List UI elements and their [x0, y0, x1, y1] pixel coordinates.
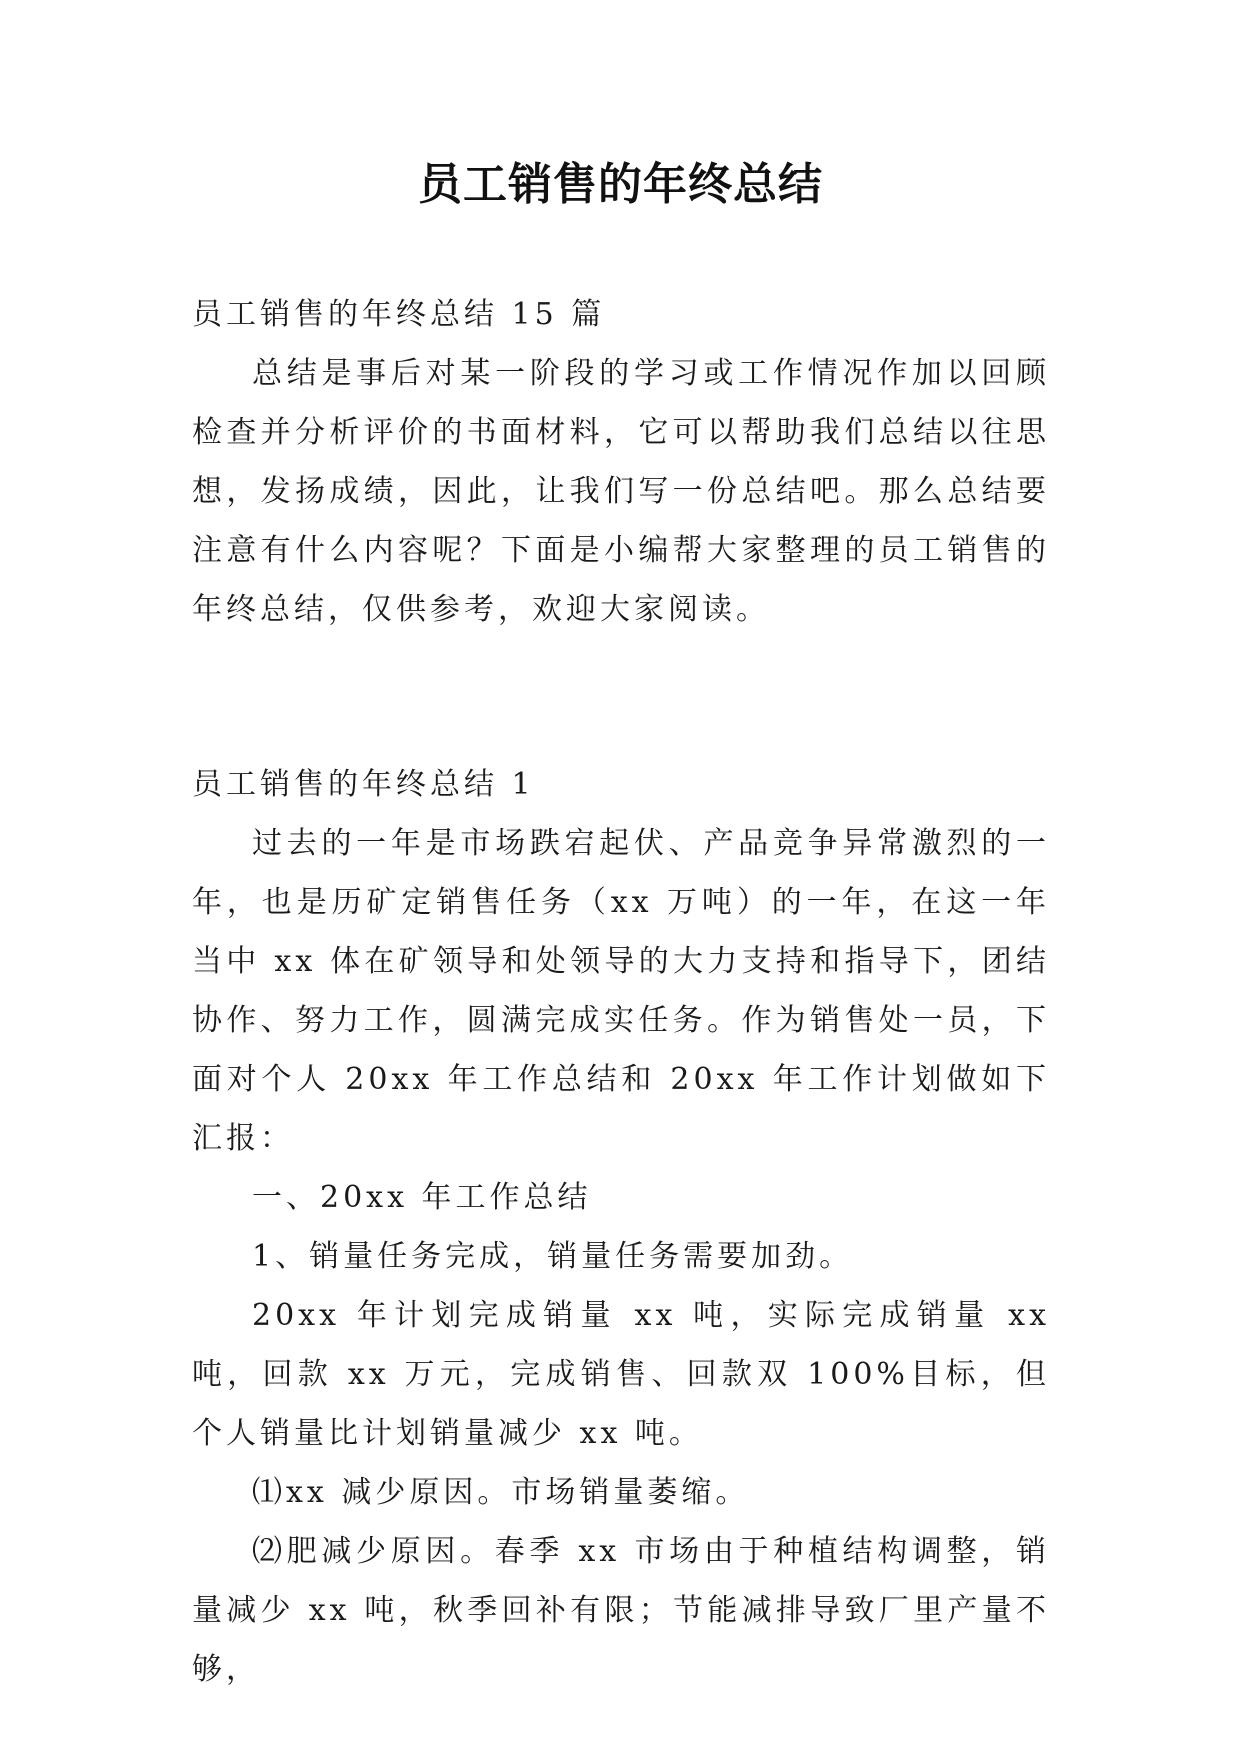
section-1 — [192, 755, 1050, 1699]
paragraph: 过去的一年是市场跌宕起伏、产品竞争异常激烈的一年，也是历矿定销售任务（xx 万吨）的一年，在这一年当中 xx 体在矿领导和处领导的大力支持和指导下，团结协作、努力工作，圆满完成实任务。作为销售处一员，下面对个人 20xx 年工作总结和 20xx 年工作计划做如下汇报： — [192, 826, 1050, 1156]
paragraph: 1、销量任务完成，销量任务需要加劲。 — [252, 1239, 854, 1274]
subsection-heading: 一、20xx 年工作总结 — [252, 1180, 592, 1215]
paragraph: 20xx 年计划完成销量 xx 吨，实际完成销量 xx 吨，回款 xx 万元，完成销售、回款双 100%目标，但个人销量比计划销量减少 xx 吨。 — [192, 1298, 1050, 1451]
paragraph: ⑴xx 减少原因。市场销量萎缩。 — [252, 1475, 750, 1510]
document-subtitle: 员工销售的年终总结 15 篇 — [192, 297, 606, 332]
intro-paragraph: 总结是事后对某一阶段的学习或工作情况作加以回顾检查并分析评价的书面材料，它可以帮助我们总结以往思想，发扬成绩，因此，让我们写一份总结吧。那么总结要注意有什么内容呢？下面是小编帮大家整理的员工销售的年终总结，仅供参考，欢迎大家阅读。 — [192, 356, 1050, 627]
document-title: 员工销售的年终总结 — [418, 159, 823, 210]
intro-block — [192, 285, 1050, 639]
paragraph: ⑵肥减少原因。春季 xx 市场由于种植结构调整，销量减少 xx 吨，秋季回补有限；节能减排导致厂里产量不够， — [192, 1534, 1050, 1687]
section-heading: 员工销售的年终总结 1 — [192, 767, 535, 802]
